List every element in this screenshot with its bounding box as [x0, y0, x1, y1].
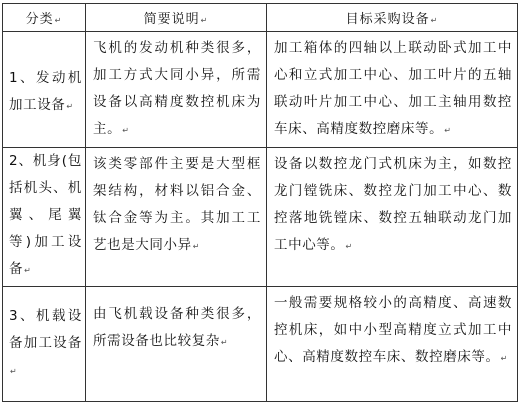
- cell-equipment: 设备以数控龙门式机床为主，如数控龙门镗铣床、数控龙门加工中心、数控落地铣镗床、数控五轴联动龙门加工中心等。↵: [267, 148, 518, 287]
- cell-category: 2、机身(包括机头、机翼、尾翼等)加工设备↵: [3, 148, 86, 287]
- header-category: 分类↵: [3, 4, 86, 32]
- header-equipment: 目标采购设备↵: [267, 4, 518, 32]
- procurement-table: [2, 3, 518, 402]
- header-description: 简要说明↵: [86, 4, 267, 32]
- cell-description: 飞机的发动机种类很多，加工方式大同小异，所需设备以高精度数控机床为主。↵: [86, 32, 267, 148]
- cell-category: 3、机载设备加工设备↵: [3, 287, 86, 402]
- table-header-row: [3, 4, 518, 32]
- table-row: [3, 148, 518, 287]
- cell-description: 该类零部件主要是大型框架结构，材料以铝合金、钛合金等为主。其加工工艺也是大同小异↵: [86, 148, 267, 287]
- table-row: [3, 32, 518, 148]
- cell-equipment: 加工箱体的四轴以上联动卧式加工中心和立式加工中心、加工叶片的五轴联动叶片加工中心、加工主轴用数控车床、高精度数控磨床等。↵: [267, 32, 518, 148]
- table-row: [3, 287, 518, 402]
- cell-description: 由飞机载设备种类很多，所需设备也比较复杂↵: [86, 287, 267, 402]
- cell-equipment: 一般需要规格较小的高精度、高速数控机床，如中小型高精度立式加工中心、高精度数控车床、数控磨床等。↵: [267, 287, 518, 402]
- cell-category: 1、发动机加工设备↵: [3, 32, 86, 148]
